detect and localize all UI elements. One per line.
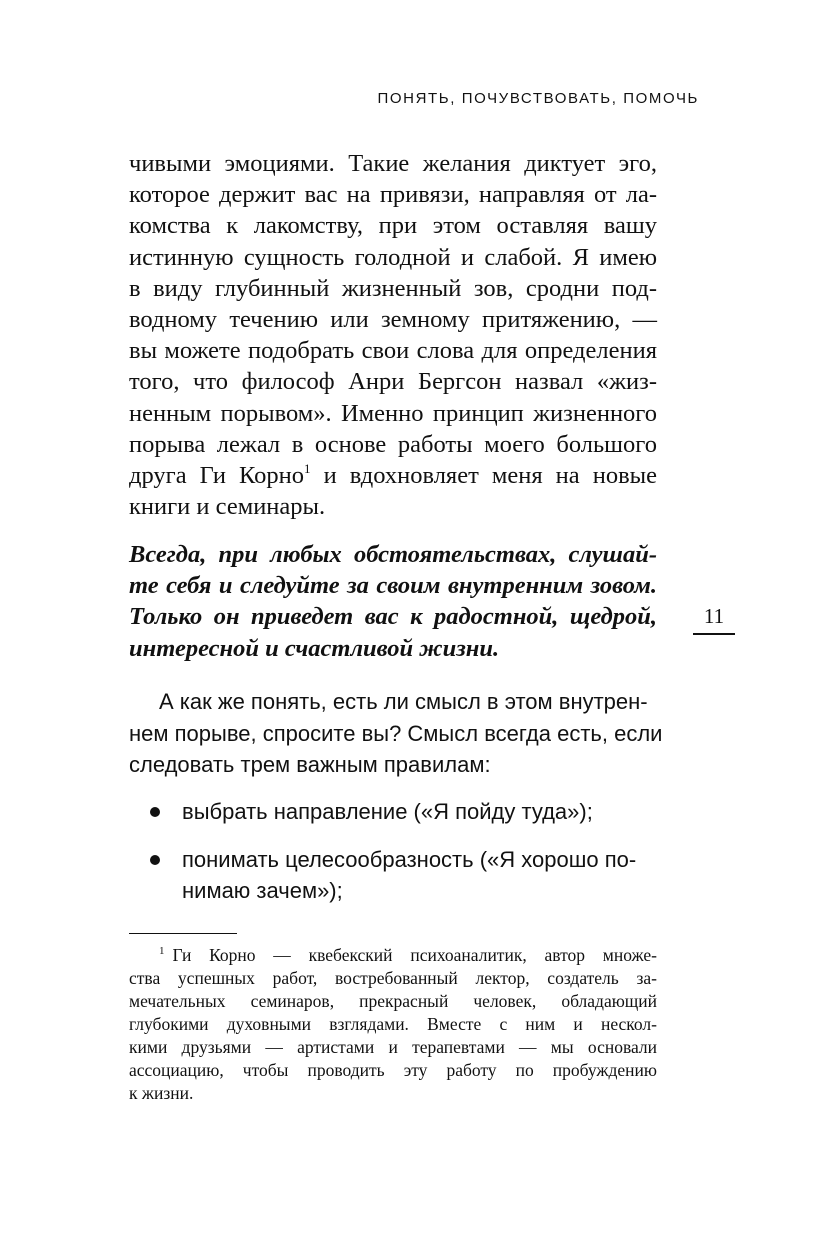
text-line: ненным порывом». Именно принцип жизненного: [129, 399, 657, 427]
body-paragraph-1: [129, 148, 657, 522]
footnote: [129, 940, 657, 1105]
list-item: [150, 844, 658, 907]
running-header: ПОНЯТЬ, ПОЧУВСТВОВАТЬ, ПОМОЧЬ: [377, 90, 699, 107]
page-number: 11: [693, 604, 735, 635]
footnote-line: глубокими духовными взглядами. Вместе с ним и нескол-: [129, 1014, 657, 1034]
footnote-line: ства успешных работ, востребованный лектор, создатель за-: [129, 968, 657, 988]
text-fragment: и вдохновляет меня на новые: [310, 462, 657, 490]
footnote-divider: [129, 933, 237, 934]
footnote-line: ассоциацию, чтобы проводить эту работу по пробуждению: [129, 1060, 657, 1080]
rules-list: [150, 796, 658, 907]
footnote-text: Ги Корно — квебекский психоаналитик, автор множе-: [172, 945, 657, 965]
bullet-icon: [150, 807, 160, 817]
text-line: следовать трем важным правилам:: [129, 752, 491, 777]
bullet-icon: [150, 855, 160, 865]
quote-line: Всегда, при любых обстоятельствах, слушай-: [129, 541, 657, 568]
text-line: комства к лакомству, при этом оставляя вашу: [129, 212, 657, 240]
text-fragment: друга Ги Корно: [129, 462, 305, 490]
footnote-line: кими друзьями — артистами и терапевтами — мы основали: [129, 1037, 657, 1057]
text-line: порыва лежал в основе работы моего большого: [129, 430, 657, 458]
text-line: истинную сущность голодной и слабой. Я имею: [129, 243, 657, 271]
footnote-reference[interactable]: 1: [304, 461, 311, 477]
footnote-mark: 1: [159, 945, 165, 957]
text-line: в виду глубинный жизненный зов, сродни под-: [129, 274, 657, 302]
quote-line: те себя и следуйте за своим внутренним зовом.: [129, 572, 657, 600]
list-item: [150, 796, 658, 828]
text-line: вы можете подобрать свои слова для определения: [129, 337, 657, 365]
text-line: того, что философ Анри Бергсон назвал «жиз-: [129, 368, 657, 396]
text-line: книги и семинары.: [129, 493, 326, 521]
text-line: нем порыве, спросите вы? Смысл всегда есть, если: [129, 720, 663, 746]
text-line-with-footnote-ref: [129, 460, 657, 491]
list-item-text: понимать целесообразность («Я хорошо по-: [182, 846, 637, 872]
list-item-text: нимаю зачем»);: [182, 878, 343, 903]
footnote-line: [129, 940, 657, 967]
footnote-line: мечательных семинаров, прекрасный человек, обладающий: [129, 991, 657, 1011]
text-line: А как же понять, есть ли смысл в этом внутрен-: [159, 689, 648, 714]
footnote-line: к жизни.: [129, 1083, 194, 1103]
quote-line: интересной и счастливой жизни.: [129, 634, 500, 662]
text-line: которое держит вас на привязи, направляя от ла-: [129, 181, 657, 209]
text-line: чивыми эмоциями. Такие желания диктует эго,: [129, 150, 657, 177]
text-line: водному течению или земному притяжению, —: [129, 306, 657, 334]
list-item-text: выбрать направление («Я пойду туда»);: [182, 799, 593, 824]
body-paragraph-2: [129, 686, 663, 781]
emphasized-quote: [129, 539, 657, 664]
quote-line: Только он приведет вас к радостной, щедрой,: [129, 603, 657, 631]
